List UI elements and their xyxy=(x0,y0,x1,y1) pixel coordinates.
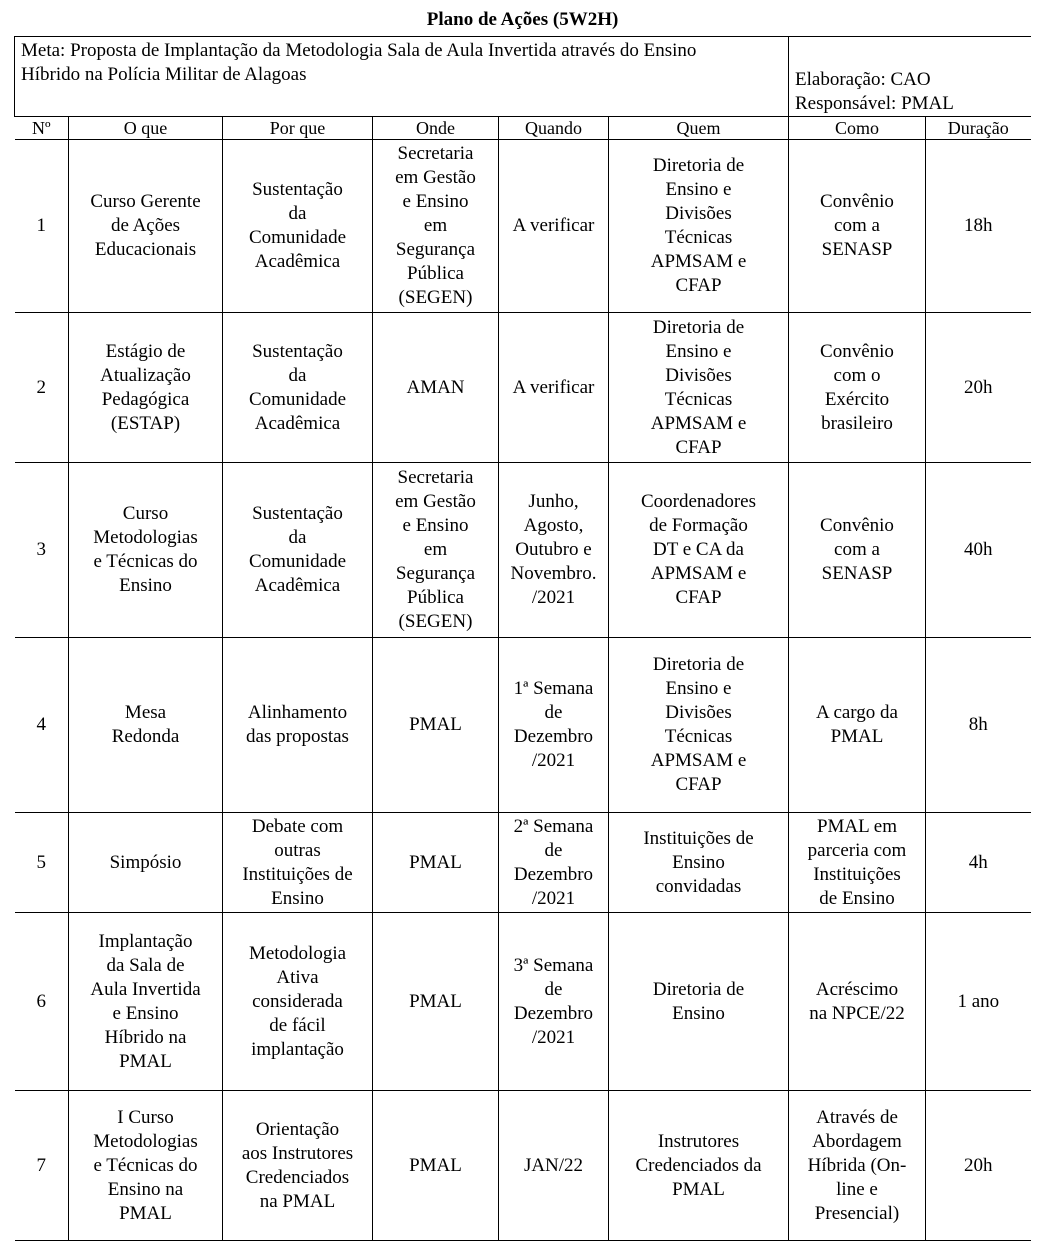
cell-line: CFAP xyxy=(675,774,722,795)
cell-line: Acadêmica xyxy=(254,412,341,434)
where-cell xyxy=(373,638,499,813)
how-cell xyxy=(789,140,926,313)
what-cell xyxy=(69,463,223,638)
when-cell xyxy=(499,313,609,463)
cell-line: APMSAM e xyxy=(650,251,747,272)
cell-line: (SEGEN) xyxy=(398,287,473,308)
who-cell xyxy=(609,913,789,1091)
where-cell xyxy=(373,1091,499,1241)
what-cell xyxy=(69,1091,223,1241)
header-quem: Quem xyxy=(609,117,789,140)
cell-line: Debate com xyxy=(251,815,344,837)
cell-line: e Ensino xyxy=(402,191,469,212)
table-row xyxy=(15,813,1031,913)
cell-line: Segurança xyxy=(395,563,476,584)
cell-line: Pública xyxy=(407,587,464,608)
cell-line: Instrutores xyxy=(657,1130,740,1152)
cell-line: CFAP xyxy=(675,587,722,608)
why-cell xyxy=(223,140,373,313)
cell-line: Estágio de xyxy=(105,340,186,362)
cell-line: Dezembro xyxy=(513,726,594,747)
cell-line: em Gestão xyxy=(395,491,476,512)
cell-line: Híbrida (On- xyxy=(807,1154,907,1176)
cell-line: Pedagógica xyxy=(101,388,190,410)
cell-line: em xyxy=(423,215,448,236)
cell-line: de fácil xyxy=(269,1014,326,1036)
action-plan-table xyxy=(14,4,1031,1241)
cell-line: e Ensino xyxy=(112,1002,179,1024)
where-cell xyxy=(373,913,499,1091)
row-number-cell: 1 xyxy=(15,140,69,313)
who-cell xyxy=(609,638,789,813)
cell-line: Instituições de xyxy=(643,827,754,849)
why-cell xyxy=(223,813,373,913)
cell-line: CFAP xyxy=(675,275,722,296)
cell-line: considerada xyxy=(252,990,343,1012)
what-cell xyxy=(69,140,223,313)
cell-line: Credenciados xyxy=(245,1166,350,1188)
how-cell xyxy=(789,913,926,1091)
when-cell xyxy=(499,1091,609,1241)
cell-line: Divisões xyxy=(665,364,732,386)
cell-line: parceria com xyxy=(807,839,907,861)
cell-line: Técnicas xyxy=(664,227,733,248)
cell-line: da Sala de xyxy=(106,954,185,976)
cell-line: PMAL xyxy=(672,1178,725,1200)
cell-line: de Ações xyxy=(110,215,181,236)
cell-line: Presencial) xyxy=(814,1202,900,1224)
cell-line: Segurança xyxy=(395,239,476,260)
cell-line: com o xyxy=(833,364,881,386)
cell-line: 1ª Semana xyxy=(513,678,594,699)
cell-line: Mesa xyxy=(124,702,167,723)
cell-line: Divisões xyxy=(665,702,732,723)
cell-line: da xyxy=(288,527,307,548)
table-title: Plano de Ações (5W2H) xyxy=(15,4,1031,37)
cell-line: de xyxy=(544,839,563,861)
duration-cell: 1 ano xyxy=(926,913,1031,1091)
row-number-cell: 2 xyxy=(15,313,69,463)
cell-line: das propostas xyxy=(246,726,349,747)
cell-line: Outubro e xyxy=(515,539,592,560)
cell-line: Credenciados da xyxy=(635,1154,762,1176)
cell-line: Educacionais xyxy=(94,239,197,260)
cell-line: na PMAL xyxy=(259,1190,336,1212)
cell-line: outras xyxy=(274,839,321,861)
cell-line: 3ª Semana xyxy=(513,954,594,976)
duration-cell: 20h xyxy=(926,1091,1031,1241)
cell-line: APMSAM e xyxy=(650,750,747,771)
cell-line: Ativa xyxy=(276,966,319,988)
who-cell xyxy=(609,140,789,313)
cell-line: 2ª Semana xyxy=(513,815,594,837)
cell-line: Comunidade xyxy=(248,388,347,410)
cell-line: Simpósio xyxy=(109,851,182,873)
where-cell xyxy=(373,463,499,638)
who-cell xyxy=(609,813,789,913)
what-cell xyxy=(69,913,223,1091)
why-cell xyxy=(223,463,373,638)
who-cell xyxy=(609,1091,789,1241)
cell-line: PMAL xyxy=(409,714,462,735)
cell-line: I Curso xyxy=(117,1106,174,1128)
cell-line: de Formação xyxy=(649,515,748,536)
cell-line: PMAL em xyxy=(816,815,898,837)
cell-line: Dezembro xyxy=(513,863,594,885)
why-cell xyxy=(223,313,373,463)
cell-line: Convênio xyxy=(820,340,894,362)
responsibility-cell xyxy=(789,37,1031,117)
duration-cell: 8h xyxy=(926,638,1031,813)
responsavel-label: Responsável: PMAL xyxy=(795,93,954,114)
title-row xyxy=(15,4,1031,37)
cell-line: aos Instrutores xyxy=(241,1142,354,1164)
why-cell xyxy=(223,913,373,1091)
cell-line: Técnicas xyxy=(664,726,733,747)
cell-line: na NPCE/22 xyxy=(809,1002,905,1024)
cell-line: Ensino xyxy=(672,851,725,873)
cell-line: e Técnicas do xyxy=(93,1154,198,1176)
when-cell xyxy=(499,638,609,813)
where-cell xyxy=(373,313,499,463)
cell-line: Sustentação xyxy=(252,179,343,200)
cell-line: PMAL xyxy=(409,1154,462,1176)
cell-line: SENASP xyxy=(821,239,893,260)
cell-line: implantação xyxy=(251,1038,344,1060)
cell-line: Diretoria de xyxy=(652,155,745,176)
cell-line: PMAL xyxy=(409,990,462,1012)
cell-line: Secretaria xyxy=(397,143,474,164)
cell-line: da xyxy=(288,203,307,224)
cell-line: Metodologias xyxy=(93,527,198,548)
cell-line: em xyxy=(423,539,448,560)
cell-line: Acadêmica xyxy=(254,251,341,272)
how-cell xyxy=(789,313,926,463)
table-row xyxy=(15,913,1031,1091)
how-cell xyxy=(789,813,926,913)
cell-line: Ensino e xyxy=(665,678,732,699)
cell-line: Aula Invertida xyxy=(90,978,201,1000)
cell-line: de xyxy=(544,702,563,723)
cell-line: Novembro. xyxy=(510,563,597,584)
cell-line: line e xyxy=(836,1178,878,1200)
cell-line: Secretaria xyxy=(397,467,474,488)
cell-line: (SEGEN) xyxy=(398,611,473,632)
cell-line: /2021 xyxy=(531,887,576,909)
cell-line: Comunidade xyxy=(248,227,347,248)
cell-line: Junho, xyxy=(528,491,579,512)
cell-line: AMAN xyxy=(406,376,465,398)
row-number-cell: 3 xyxy=(15,463,69,638)
header-duracao: Duração xyxy=(926,117,1031,140)
when-cell xyxy=(499,463,609,638)
table-row xyxy=(15,1091,1031,1241)
goal-line: Meta: Proposta de Implantação da Metodologia Sala de Aula Invertida através do Ensino xyxy=(21,40,697,61)
cell-line: Ensino xyxy=(271,887,324,909)
table-row xyxy=(15,463,1031,638)
why-cell xyxy=(223,1091,373,1241)
cell-line: com a xyxy=(834,539,880,560)
cell-line: Atualização xyxy=(100,364,191,386)
header-porque: Por que xyxy=(223,117,373,140)
cell-line: /2021 xyxy=(531,1026,576,1048)
cell-line: Híbrido na xyxy=(104,1026,187,1048)
header-quando: Quando xyxy=(499,117,609,140)
cell-line: PMAL xyxy=(119,1050,172,1072)
cell-line: PMAL xyxy=(409,851,462,873)
duration-cell: 18h xyxy=(926,140,1031,313)
cell-line: Redonda xyxy=(111,726,180,747)
cell-line: (ESTAP) xyxy=(110,412,181,434)
cell-line: A verificar xyxy=(512,376,595,398)
elaboracao-label: Elaboração: CAO xyxy=(795,69,931,90)
cell-line: brasileiro xyxy=(821,412,893,434)
header-oque: O que xyxy=(69,117,223,140)
goal-line: Híbrido na Polícia Militar de Alagoas xyxy=(21,64,307,85)
who-cell xyxy=(609,313,789,463)
cell-line: Comunidade xyxy=(248,551,347,572)
table-row xyxy=(15,638,1031,813)
when-cell xyxy=(499,140,609,313)
cell-line: Dezembro xyxy=(513,1002,594,1024)
cell-line: da xyxy=(288,364,307,386)
row-number-cell: 7 xyxy=(15,1091,69,1241)
cell-line: Através de xyxy=(816,1106,898,1128)
cell-line: Instituições xyxy=(813,863,901,885)
cell-line: e Ensino xyxy=(402,515,469,536)
cell-line: Sustentação xyxy=(252,503,343,524)
cell-line: Ensino e xyxy=(665,340,732,362)
how-cell xyxy=(789,1091,926,1241)
cell-line: Técnicas xyxy=(664,388,733,410)
table-row xyxy=(15,313,1031,463)
header-row xyxy=(15,117,1031,140)
cell-line: Acadêmica xyxy=(254,575,341,596)
how-cell xyxy=(789,463,926,638)
cell-line: Curso Gerente xyxy=(90,191,201,212)
cell-line: Ensino xyxy=(672,1002,725,1024)
when-cell xyxy=(499,813,609,913)
cell-line: Acréscimo xyxy=(815,978,899,1000)
cell-line: com a xyxy=(834,215,880,236)
cell-line: Exército xyxy=(824,388,890,410)
cell-line: Metodologia xyxy=(248,942,347,964)
goal-cell xyxy=(15,37,789,117)
cell-line: Ensino e xyxy=(665,179,732,200)
duration-cell: 4h xyxy=(926,813,1031,913)
what-cell xyxy=(69,638,223,813)
cell-line: DT e CA da xyxy=(653,539,744,560)
cell-line: Pública xyxy=(407,263,464,284)
cell-line: Orientação xyxy=(255,1118,340,1140)
duration-cell: 20h xyxy=(926,313,1031,463)
cell-line: CFAP xyxy=(675,436,722,458)
cell-line: Convênio xyxy=(820,191,894,212)
cell-line: /2021 xyxy=(531,750,576,771)
cell-line: A cargo da xyxy=(816,702,898,723)
what-cell xyxy=(69,313,223,463)
cell-line: SENASP xyxy=(821,563,893,584)
cell-line: Sustentação xyxy=(252,340,343,362)
cell-line: de xyxy=(544,978,563,1000)
cell-line: em Gestão xyxy=(395,167,476,188)
cell-line: Metodologias xyxy=(93,1130,198,1152)
cell-line: Alinhamento xyxy=(247,702,348,723)
cell-line: APMSAM e xyxy=(650,412,747,434)
cell-line: Agosto, xyxy=(523,515,584,536)
cell-line: Convênio xyxy=(820,515,894,536)
header-onde: Onde xyxy=(373,117,499,140)
cell-line: Implantação xyxy=(98,930,193,952)
duration-cell: 40h xyxy=(926,463,1031,638)
cell-line: APMSAM e xyxy=(650,563,747,584)
cell-line: Diretoria de xyxy=(652,316,745,338)
where-cell xyxy=(373,813,499,913)
cell-line: convidadas xyxy=(655,875,742,897)
how-cell xyxy=(789,638,926,813)
cell-line: PMAL xyxy=(119,1202,172,1224)
who-cell xyxy=(609,463,789,638)
row-number-cell: 5 xyxy=(15,813,69,913)
cell-line: Divisões xyxy=(665,203,732,224)
what-cell xyxy=(69,813,223,913)
cell-line: A verificar xyxy=(512,215,595,236)
when-cell xyxy=(499,913,609,1091)
cell-line: Abordagem xyxy=(812,1130,902,1152)
cell-line: Curso xyxy=(122,503,169,524)
cell-line: Instituições de xyxy=(242,863,353,885)
row-number-cell: 6 xyxy=(15,913,69,1091)
header-num: Nº xyxy=(15,117,69,140)
cell-line: Diretoria de xyxy=(652,654,745,675)
table-row xyxy=(15,140,1031,313)
cell-line: de Ensino xyxy=(819,887,895,909)
cell-line: Diretoria de xyxy=(652,978,745,1000)
cell-line: Coordenadores xyxy=(640,491,757,512)
why-cell xyxy=(223,638,373,813)
where-cell xyxy=(373,140,499,313)
cell-line: e Técnicas do xyxy=(93,551,198,572)
cell-line: Ensino na xyxy=(107,1178,184,1200)
cell-line: Ensino xyxy=(119,575,172,596)
cell-line: JAN/22 xyxy=(523,1154,584,1176)
cell-line: PMAL xyxy=(830,726,884,747)
header-como: Como xyxy=(789,117,926,140)
cell-line: /2021 xyxy=(531,587,576,608)
row-number-cell: 4 xyxy=(15,638,69,813)
meta-row xyxy=(15,37,1031,117)
